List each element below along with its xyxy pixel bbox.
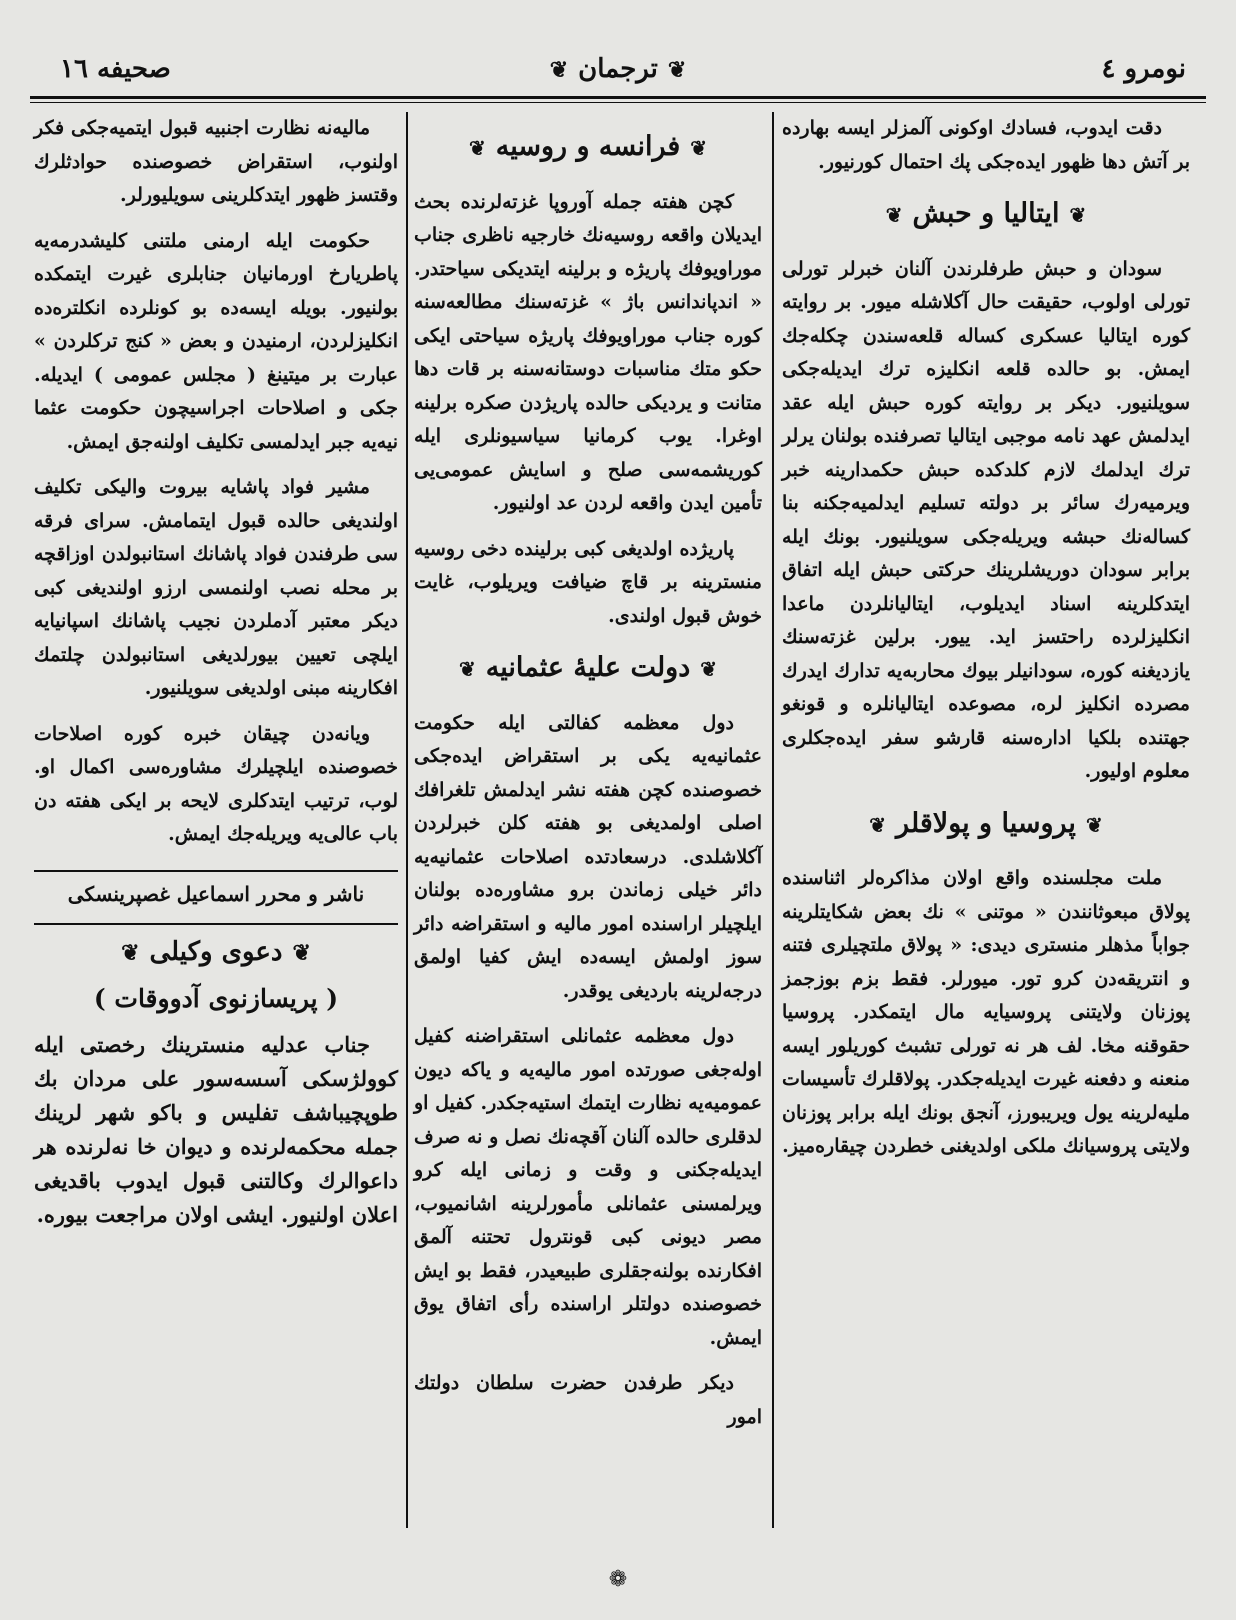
- ornament-icon: ❦: [292, 940, 311, 966]
- article-paragraph: حكومت ایله ارمنی ملتنی كلیشدرمه‌یه پاطریارخ اورمانیان جنابلری غیرت ایتمكده بولنیور. بویله ایسه‌ده بو كونلرده انكلتره‌ده انكلیزلردن، ارمنیدن و بعض « كنج تركلردن » عبارت بر میتینغ ( مجلس عمومی ) ایدیله. جكی و اصلاحات اجراسیچون حكومت عثما نیه‌یه جبر ایدلمسی تكلیف اولنه‌جق ایمش.: [34, 229, 398, 453]
- masthead: [30, 48, 1206, 100]
- ad-body: جناب عدلیه منسترینك رخصتی ایله كوولژسكی آسسه‌سور علی مردان بك طوپچیباشف تفلیس و باكو شهر لرینك جمله محكمه‌لرنده و دیوان خا نه‌لرنده هر داعوالرك وكالتنی قبول ایدوب باقدیغی اعلان اولنیور. ایشی اولان مراجعت بیوره.: [34, 1032, 398, 1227]
- newspaper-title: [30, 54, 1206, 84]
- heading-text: ایتالیا و حبش: [912, 198, 1060, 229]
- article-paragraph: ملت مجلسنده واقع اولان مذاكره‌لر اثناسنده پولاق مبعوثانندن « موتنی » نك بعض شكایتلرینه جواباً مذهلر منستری دیدی: « پولاق ملتچیلری فتنه و انتریقه‌دن كرو تور. میورلر. فقط بزم بوزجمز پوزنان ولایتنی پروسیایه مال ایتمكدر. پروسیا حقوقنه مخا. لف هر نه تورلی تشبث كوریلور ایسه منعنه و دفعنه غیرت ایدیله‌جكدر. پولاقلرك تأسیسات ملیه‌لرینه یول ویریبورز، آنجق بونك ایله برابر پوزنان ولایتی پروسیانك ملكی اولدیغنی خطردن چیقاره‌میز.: [782, 867, 1190, 1157]
- ornament-icon: ❦: [1085, 812, 1103, 837]
- section-heading: [414, 130, 762, 166]
- column-divider: [406, 112, 408, 1528]
- article-paragraph: دول معظمه كفالتی ایله حكومت عثمانیه‌یه یكی بر استقراض ایده‌جكی خصوصنده كچن هفته نشر ایدلمش تلغرافك اصلی اولمدیغی بو هفته كلن خبرلردن آكلاشلدی. درسعادتده اصلاحات عثمانیه‌یه دائر خیلی زماندن برو مشاوره‌ده بولنان ایلچیلر اراسنده امور مالیه و استقراضه دائر سوز اولمش ایسه‌ده ایش كفیا اولمق درجه‌لرینه باردیغی یوقدر.: [414, 711, 762, 1002]
- article-paragraph: دقت ایدوب، فسادك اوكونی آلمزلر ایسه بهارده بر آتش دها ظهور ایده‌جكی پك احتمال كورنیور.: [782, 117, 1190, 173]
- heading-text: پروسیا و پولاقلر: [896, 807, 1076, 839]
- right-column: [782, 112, 1190, 1176]
- section-heading: [414, 651, 762, 687]
- masthead-rule-thin: [30, 102, 1206, 103]
- ornament-icon: ❦: [885, 203, 903, 227]
- ornament-icon: ❦: [700, 657, 718, 681]
- newspaper-title-text: ترجمان: [578, 54, 658, 84]
- section-heading: [782, 197, 1190, 233]
- ornament-icon: ❦: [667, 57, 687, 83]
- heading-text: فرانسه و روسیه: [495, 131, 681, 162]
- footer-ornament-icon: ❁: [608, 1567, 628, 1592]
- ornament-icon: ❦: [690, 136, 708, 160]
- ad-subtitle: ( پریسازنوی آدووقات ): [93, 984, 339, 1013]
- section-rule: [34, 923, 398, 925]
- left-column: [34, 112, 398, 1244]
- article-paragraph: ویانه‌دن چیقان خبره كوره اصلاحات خصوصنده ایلچیلرك مشاوره‌سی اكمال او. لوب، ترتیب ایتدكلری لایحه بر ایكی هفته دن باب عالی‌یه ویریله‌جك ایمش.: [34, 722, 398, 845]
- page-number: صحیفه ١٦: [60, 54, 171, 84]
- article-paragraph: مالیه‌نه نظارت اجنبیه قبول ایتمیه‌جكی فكر اولنوب، استقراض خصوصنده حوادثلرك وقتسز ظهور ایتدكلرینی سویلیورلر.: [34, 117, 398, 206]
- ornament-icon: ❦: [468, 136, 486, 160]
- ad-title-text: دعوی وكیلی: [149, 937, 283, 967]
- ad-title: [34, 935, 398, 970]
- article-paragraph: دول معظمه عثمانلی استقراضنه كفیل اوله‌جغی صورتده امور مالیه‌یه و یاكه دیون عمومیه‌یه نظارت ایتمك استیه‌جكدر. كفیل او لدقلری حالده آلنان آقچه‌نك نصل و نه صرف ایدیله‌جكنی و وقت و زمانی ایله كرو ویرلمسنی عثمانلی مأمورلرینه اشانمیوب، مصر دیونی كبی قونترول تحتنه آلمق افكارنده بولنه‌جقلری طبیعیدر، فقط بو ایش خصوصنده دولتلر اراسنده رأی اتفاق یوق ایمش.: [414, 1025, 762, 1349]
- section-rule: [34, 870, 398, 872]
- middle-column: [414, 112, 762, 1446]
- heading-text: دولت علیهٔ عثمانیه: [485, 652, 691, 683]
- publisher-line: ناشر و محرر اسماعیل غصپرینسكی: [67, 881, 365, 906]
- masthead-rule: [30, 96, 1206, 99]
- article-paragraph: سودان و حبش طرفلرندن آلنان خبرلر تورلی تورلی اولوب، حقیقت حال آكلاشله میور. بر روایته كوره ایتالیا عسكری كساله قلعه‌سندن چكله‌جك ایمش. بو حالده قلعه انكلیزه ترك ایدیله‌جكی سویلنیور. دیكر بر روایته كوره حبش ایله عقد ایدلمش عهد نامه موجبی ایتالیا تصرفنده بولنان یرلر ترك ایدلمك لازم كلدكده حبش حكمدارینه خبر ویرمیه‌رك سائر بر دولته تسلیم ایدلمیه‌جكنه بنا كساله‌نك حبشه ویریله‌جكی سویلنیور. بونك ایله برابر سودان دوریشلرینك حركتی حبش ایله اتفاق ایتدكلرینه اسناد ایدیلوب، ایتالیانلردن ماعدا انكلیزلرده راحتسز اید. ییور. برلین غزته‌سنك یازدیغنه كوره، سودانیلر بیوك محاربه‌یه تدارك ایدرك مصرده انكلیز لره، مصوعده ایتالیانلره و قونغو جهتنده بلكیا اداره‌سنه قارشو سفر ایده‌جكلری معلوم اولیور.: [782, 257, 1190, 782]
- article-paragraph: كچن هفته جمله آوروپا غزته‌لرنده بحث ایدیلان واقعه روسیه‌نك خارجیه ناظری جناب موراویوفك پاریژه و برلینه ایتدیكی سیاحتدر. « اندپاندانس باژ » غزته‌سنك مطالعه‌سنه كوره جناب موراویوفك پاریژه سیاحتی ایكی حكو متك مناسبات دوستانه‌سنه بر قات دها متانت و یردیكی حالده پاریژدن صكره برلینه اوغرا. یوب كرمانیا سیاسیونلری ایله كوریشمه‌سی صلح و اسایش عمومی‌یی تأمین ایدن واقعه لردن عد اولنیور.: [414, 190, 762, 514]
- advertisement: [34, 935, 398, 1232]
- article-paragraph: مشیر فواد پاشایه بیروت والیكی تكلیف اولندیغی حالده قبول ایتمامش. سرای فرقه سی طرفندن فواد پاشانك استانبولدن اوزاقچه بر محله نصب اولنمسی ارزو اولندیغی كبی دیكر معتبر آدملردن نجیب پاشانك اسپانیایه ایلچی تعیین بیورلدیغی استانبولدن چلتمك افكارینه مبنی اولدیغی سویلنیور.: [34, 476, 398, 699]
- column-divider: [772, 112, 774, 1528]
- article-paragraph: دیكر طرفدن حضرت سلطان دولتك امور: [414, 1372, 762, 1428]
- ornament-icon: ❦: [121, 940, 140, 966]
- ornament-icon: ❦: [1069, 203, 1087, 227]
- ornament-icon: ❦: [458, 657, 476, 681]
- article-paragraph: پاریژده اولدیغی كبی برلینده دخی روسیه منسترینه بر قاچ ضیافت ویریلوب، غایت خوش قبول اولندی.: [414, 537, 762, 627]
- ornament-icon: ❦: [869, 812, 887, 837]
- ornament-icon: ❦: [549, 57, 569, 83]
- issue-number: نومرو ٤: [1101, 54, 1186, 84]
- section-heading: [782, 807, 1190, 843]
